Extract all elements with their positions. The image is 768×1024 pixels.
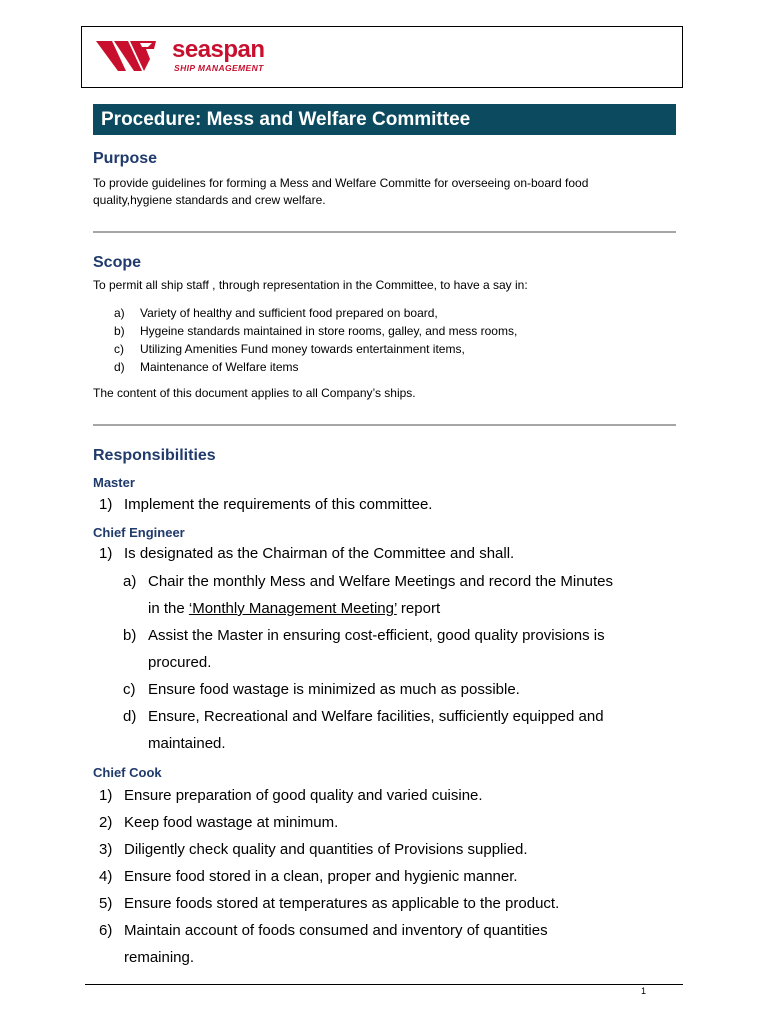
list-marker: b) (123, 627, 137, 644)
list-text: Ensure food stored in a clean, proper and hygienic manner. (124, 868, 518, 885)
list-marker: a) (114, 306, 125, 320)
list-text: Ensure preparation of good quality and varied cuisine. (124, 787, 483, 804)
list-text: Ensure food wastage is minimized as much as possible. (148, 681, 520, 698)
list-text: Assist the Master in ensuring cost-efficient, good quality provisions is (148, 627, 605, 644)
list-marker: d) (114, 360, 125, 374)
list-marker: d) (123, 708, 137, 725)
list-marker: 1) (99, 545, 113, 562)
brand-name: seaspan (172, 36, 265, 63)
list-marker: c) (114, 342, 124, 356)
purpose-heading: Purpose (93, 150, 158, 167)
purpose-line-2: quality,hygiene standards and crew welfare. (93, 193, 326, 207)
scope-list (114, 304, 517, 376)
list-marker: c) (123, 681, 136, 698)
list-text: Ensure foods stored at temperatures as applicable to the product. (124, 895, 560, 912)
responsibilities-heading: Responsibilities (93, 447, 216, 464)
chief-engineer-heading: Chief Engineer (93, 525, 185, 540)
list-item (99, 782, 559, 809)
list-text: Is designated as the Chairman of the Committee and shall. (124, 545, 515, 562)
list-item (123, 622, 613, 649)
monthly-management-meeting-link[interactable]: ‘Monthly Management Meeting’ (188, 600, 397, 617)
list-text: Diligently check quality and quantities of Provisions supplied. (124, 841, 528, 858)
list-item (114, 322, 517, 340)
scope-applies: The content of this document applies to all Company’s ships. (93, 386, 416, 400)
list-marker: 1) (99, 496, 113, 513)
list-item (114, 340, 517, 358)
list-text: procured. (148, 654, 212, 671)
list-item (114, 358, 517, 376)
list-text: Implement the requirements of this committee. (124, 496, 433, 513)
list-item (99, 863, 559, 890)
list-text: remaining. (124, 949, 195, 966)
chief-engineer-item-1 (99, 540, 514, 567)
list-marker: 5) (99, 895, 113, 912)
list-item-continuation (99, 944, 559, 971)
list-marker: 2) (99, 814, 113, 831)
list-item (99, 890, 559, 917)
list-text: Utilizing Amenities Fund money towards entertainment items, (140, 342, 465, 356)
list-marker: 1) (99, 787, 113, 804)
list-item (123, 568, 613, 595)
list-text: Chair the monthly Mess and Welfare Meetings and record the Minutes (148, 573, 613, 590)
list-text: Keep food wastage at minimum. (124, 814, 339, 831)
chief-engineer-sublist (123, 568, 613, 757)
list-text: Maintenance of Welfare items (140, 360, 299, 374)
scope-heading: Scope (93, 254, 142, 271)
master-list (99, 491, 432, 518)
list-item (99, 917, 559, 944)
purpose-line-1: To provide guidelines for forming a Mess and Welfare Committe for overseeing on-board food (93, 176, 589, 190)
section-divider (93, 231, 676, 233)
section-divider (93, 424, 676, 426)
list-item (123, 676, 613, 703)
list-item (123, 703, 613, 730)
master-heading: Master (93, 475, 135, 490)
list-item-continuation (123, 595, 613, 622)
list-item (99, 809, 559, 836)
list-text: report (396, 600, 441, 617)
list-marker: 4) (99, 868, 113, 885)
chief-cook-list (99, 782, 559, 971)
purpose-text (93, 175, 663, 209)
list-text: Hygeine standards maintained in store rooms, galley, and mess rooms, (140, 324, 518, 338)
footer-divider (85, 984, 683, 985)
list-item (99, 836, 559, 863)
list-text: in the (148, 600, 189, 617)
list-item (99, 491, 432, 518)
list-marker: b) (114, 324, 125, 338)
brand-subtitle: SHIP MANAGEMENT (174, 63, 264, 73)
list-text: Maintain account of foods consumed and inventory of quantities (124, 922, 548, 939)
list-item (114, 304, 517, 322)
page-title: Procedure: Mess and Welfare Committee (93, 104, 676, 135)
list-item-continuation (123, 730, 613, 757)
list-marker: a) (123, 573, 137, 590)
list-item-continuation (123, 649, 613, 676)
chief-cook-heading: Chief Cook (93, 765, 162, 780)
scope-intro: To permit all ship staff , through representation in the Committee, to have a say in: (93, 278, 528, 292)
list-marker: 3) (99, 841, 113, 858)
document-header (81, 26, 683, 88)
list-text: Variety of healthy and sufficient food prepared on board, (140, 306, 438, 320)
page-number: 1 (641, 986, 647, 996)
list-text: Ensure, Recreational and Welfare facilities, sufficiently equipped and (148, 708, 604, 725)
list-marker: 6) (99, 922, 113, 939)
list-text: maintained. (148, 735, 226, 752)
